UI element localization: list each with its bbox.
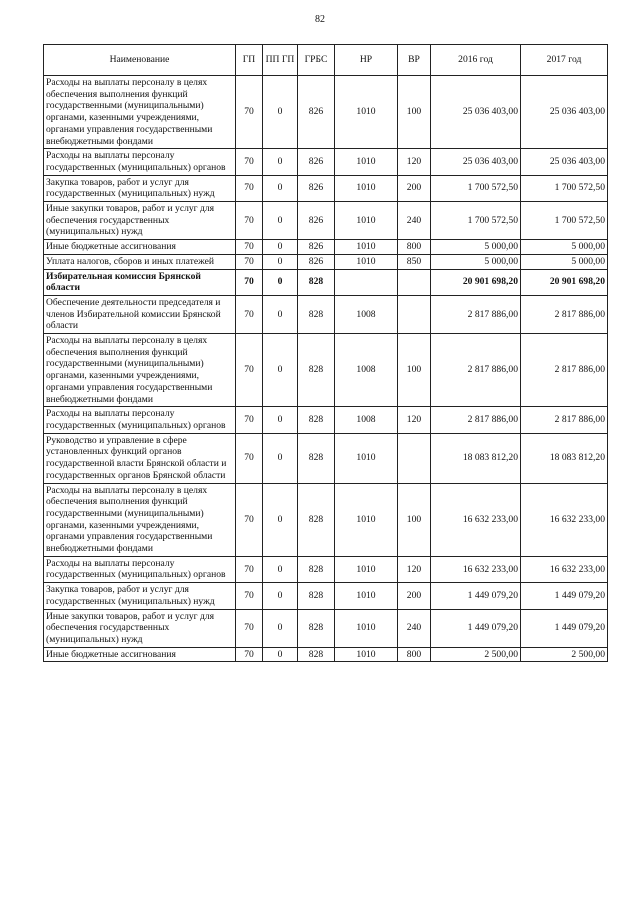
cell-y2016: 1 449 079,20 xyxy=(431,583,521,609)
header-nr: НР xyxy=(335,45,398,76)
cell-name: Закупка товаров, работ и услуг для государственных (муниципальных) нужд xyxy=(44,583,236,609)
table-row xyxy=(44,240,608,255)
cell-ppgp: 0 xyxy=(263,76,298,149)
table-row xyxy=(44,556,608,582)
cell-y2016: 2 817 886,00 xyxy=(431,334,521,407)
cell-nr: 1010 xyxy=(335,202,398,240)
cell-vr xyxy=(398,295,431,333)
cell-nr: 1010 xyxy=(335,240,398,255)
cell-ppgp: 0 xyxy=(263,175,298,201)
header-name: Наименование xyxy=(44,45,236,76)
cell-ppgp: 0 xyxy=(263,254,298,269)
cell-vr: 100 xyxy=(398,483,431,556)
cell-name: Иные закупки товаров, работ и услуг для обеспечения государственных (муниципальных) нужд xyxy=(44,202,236,240)
cell-y2016: 25 036 403,00 xyxy=(431,76,521,149)
cell-name: Закупка товаров, работ и услуг для государственных (муниципальных) нужд xyxy=(44,175,236,201)
cell-y2017: 1 449 079,20 xyxy=(521,609,608,647)
cell-y2016: 5 000,00 xyxy=(431,254,521,269)
cell-y2016: 16 632 233,00 xyxy=(431,483,521,556)
cell-name: Расходы на выплаты персоналу государственных (муниципальных) органов xyxy=(44,556,236,582)
cell-nr: 1010 xyxy=(335,556,398,582)
cell-gp: 70 xyxy=(236,202,263,240)
header-vr: ВР xyxy=(398,45,431,76)
table-row xyxy=(44,334,608,407)
cell-grbs: 826 xyxy=(298,202,335,240)
cell-grbs: 828 xyxy=(298,407,335,433)
cell-y2016: 18 083 812,20 xyxy=(431,433,521,483)
table-row xyxy=(44,76,608,149)
cell-name: Расходы на выплаты персоналу государственных (муниципальных) органов xyxy=(44,407,236,433)
cell-y2016: 2 817 886,00 xyxy=(431,295,521,333)
cell-ppgp: 0 xyxy=(263,295,298,333)
cell-vr: 240 xyxy=(398,202,431,240)
table-row xyxy=(44,295,608,333)
table-row xyxy=(44,583,608,609)
cell-ppgp: 0 xyxy=(263,202,298,240)
cell-gp: 70 xyxy=(236,295,263,333)
cell-ppgp: 0 xyxy=(263,334,298,407)
cell-grbs: 828 xyxy=(298,269,335,295)
cell-gp: 70 xyxy=(236,334,263,407)
cell-vr: 800 xyxy=(398,240,431,255)
cell-ppgp: 0 xyxy=(263,269,298,295)
cell-y2016: 25 036 403,00 xyxy=(431,149,521,175)
table-row xyxy=(44,647,608,662)
cell-y2017: 16 632 233,00 xyxy=(521,483,608,556)
cell-y2017: 2 817 886,00 xyxy=(521,295,608,333)
cell-vr: 100 xyxy=(398,334,431,407)
cell-gp: 70 xyxy=(236,269,263,295)
cell-y2017: 25 036 403,00 xyxy=(521,149,608,175)
cell-y2016: 1 700 572,50 xyxy=(431,175,521,201)
cell-grbs: 828 xyxy=(298,647,335,662)
header-grbs: ГРБС xyxy=(298,45,335,76)
cell-y2016: 20 901 698,20 xyxy=(431,269,521,295)
cell-y2017: 2 500,00 xyxy=(521,647,608,662)
table-row xyxy=(44,609,608,647)
cell-nr: 1008 xyxy=(335,334,398,407)
table-header-row xyxy=(44,45,608,76)
cell-nr: 1010 xyxy=(335,149,398,175)
cell-name: Расходы на выплаты персоналу государственных (муниципальных) органов xyxy=(44,149,236,175)
cell-nr: 1010 xyxy=(335,76,398,149)
cell-nr xyxy=(335,269,398,295)
cell-grbs: 828 xyxy=(298,334,335,407)
cell-ppgp: 0 xyxy=(263,583,298,609)
cell-grbs: 828 xyxy=(298,609,335,647)
cell-ppgp: 0 xyxy=(263,240,298,255)
cell-nr: 1010 xyxy=(335,647,398,662)
cell-y2016: 2 500,00 xyxy=(431,647,521,662)
cell-name: Руководство и управление в сфере установленных функций органов государственной власти Брянской области и государственных органов Брянской области xyxy=(44,433,236,483)
cell-vr: 120 xyxy=(398,556,431,582)
cell-y2017: 2 817 886,00 xyxy=(521,334,608,407)
header-gp: ГП xyxy=(236,45,263,76)
cell-grbs: 828 xyxy=(298,483,335,556)
budget-table xyxy=(43,44,608,662)
cell-ppgp: 0 xyxy=(263,647,298,662)
cell-y2017: 20 901 698,20 xyxy=(521,269,608,295)
cell-ppgp: 0 xyxy=(263,609,298,647)
cell-name: Обеспечение деятельности председателя и членов Избирательной комиссии Брянской области xyxy=(44,295,236,333)
cell-grbs: 826 xyxy=(298,254,335,269)
table-row xyxy=(44,149,608,175)
cell-y2017: 1 700 572,50 xyxy=(521,175,608,201)
cell-grbs: 826 xyxy=(298,175,335,201)
cell-name: Расходы на выплаты персоналу в целях обеспечения выполнения функций государственными (муниципальными) органами, казенными учреждениями, органами управления государственными внебюджетными фондами xyxy=(44,76,236,149)
cell-y2017: 25 036 403,00 xyxy=(521,76,608,149)
cell-grbs: 826 xyxy=(298,149,335,175)
cell-y2016: 2 817 886,00 xyxy=(431,407,521,433)
page-number: 82 xyxy=(315,14,325,25)
cell-grbs: 828 xyxy=(298,295,335,333)
cell-name: Иные закупки товаров, работ и услуг для обеспечения государственных (муниципальных) нужд xyxy=(44,609,236,647)
cell-name: Расходы на выплаты персоналу в целях обеспечения выполнения функций государственными (муниципальными) органами, казенными учреждениями, органами управления государственными внебюджетными фондами xyxy=(44,334,236,407)
cell-y2017: 1 700 572,50 xyxy=(521,202,608,240)
cell-vr: 240 xyxy=(398,609,431,647)
cell-nr: 1010 xyxy=(335,433,398,483)
cell-gp: 70 xyxy=(236,609,263,647)
cell-ppgp: 0 xyxy=(263,556,298,582)
cell-gp: 70 xyxy=(236,254,263,269)
cell-gp: 70 xyxy=(236,149,263,175)
table-row xyxy=(44,269,608,295)
table-row xyxy=(44,202,608,240)
cell-gp: 70 xyxy=(236,76,263,149)
table-row xyxy=(44,433,608,483)
header-2017: 2017 год xyxy=(521,45,608,76)
cell-gp: 70 xyxy=(236,433,263,483)
cell-nr: 1010 xyxy=(335,254,398,269)
cell-y2017: 5 000,00 xyxy=(521,254,608,269)
cell-gp: 70 xyxy=(236,556,263,582)
cell-gp: 70 xyxy=(236,647,263,662)
cell-ppgp: 0 xyxy=(263,433,298,483)
cell-gp: 70 xyxy=(236,483,263,556)
cell-nr: 1010 xyxy=(335,175,398,201)
cell-y2016: 16 632 233,00 xyxy=(431,556,521,582)
cell-y2016: 1 449 079,20 xyxy=(431,609,521,647)
cell-vr xyxy=(398,269,431,295)
cell-grbs: 826 xyxy=(298,240,335,255)
cell-y2017: 1 449 079,20 xyxy=(521,583,608,609)
table-row xyxy=(44,483,608,556)
table-row xyxy=(44,254,608,269)
cell-nr: 1008 xyxy=(335,295,398,333)
cell-grbs: 828 xyxy=(298,433,335,483)
cell-vr: 120 xyxy=(398,149,431,175)
cell-name: Уплата налогов, сборов и иных платежей xyxy=(44,254,236,269)
cell-grbs: 828 xyxy=(298,583,335,609)
cell-gp: 70 xyxy=(236,583,263,609)
cell-gp: 70 xyxy=(236,175,263,201)
cell-vr: 100 xyxy=(398,76,431,149)
table-row xyxy=(44,175,608,201)
cell-vr xyxy=(398,433,431,483)
cell-nr: 1010 xyxy=(335,609,398,647)
cell-vr: 800 xyxy=(398,647,431,662)
cell-y2016: 5 000,00 xyxy=(431,240,521,255)
cell-grbs: 828 xyxy=(298,556,335,582)
cell-gp: 70 xyxy=(236,407,263,433)
cell-y2016: 1 700 572,50 xyxy=(431,202,521,240)
cell-name: Иные бюджетные ассигнования xyxy=(44,647,236,662)
cell-nr: 1008 xyxy=(335,407,398,433)
cell-name: Избирательная комиссия Брянской области xyxy=(44,269,236,295)
cell-gp: 70 xyxy=(236,240,263,255)
cell-nr: 1010 xyxy=(335,583,398,609)
cell-vr: 200 xyxy=(398,175,431,201)
header-2016: 2016 год xyxy=(431,45,521,76)
cell-nr: 1010 xyxy=(335,483,398,556)
cell-grbs: 826 xyxy=(298,76,335,149)
cell-ppgp: 0 xyxy=(263,407,298,433)
cell-ppgp: 0 xyxy=(263,149,298,175)
cell-y2017: 16 632 233,00 xyxy=(521,556,608,582)
cell-vr: 120 xyxy=(398,407,431,433)
cell-name: Иные бюджетные ассигнования xyxy=(44,240,236,255)
cell-vr: 850 xyxy=(398,254,431,269)
cell-y2017: 5 000,00 xyxy=(521,240,608,255)
cell-y2017: 18 083 812,20 xyxy=(521,433,608,483)
table-row xyxy=(44,407,608,433)
cell-ppgp: 0 xyxy=(263,483,298,556)
cell-y2017: 2 817 886,00 xyxy=(521,407,608,433)
header-ppgp: ПП ГП xyxy=(263,45,298,76)
cell-name: Расходы на выплаты персоналу в целях обеспечения выполнения функций государственными (муниципальными) органами, казенными учреждениями, органами управления государственными внебюджетными фондами xyxy=(44,483,236,556)
cell-vr: 200 xyxy=(398,583,431,609)
